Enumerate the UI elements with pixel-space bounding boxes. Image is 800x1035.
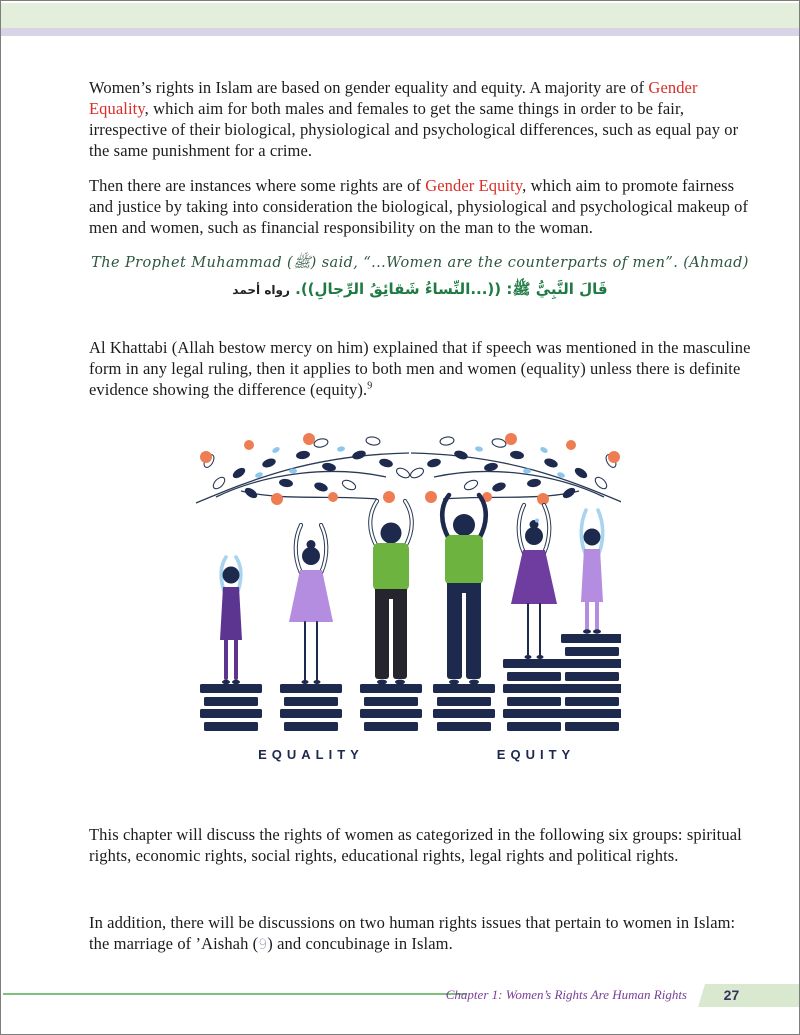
p2-pre: Then there are instances where some rights are of bbox=[89, 175, 426, 195]
paragraph-gender-equality bbox=[89, 77, 751, 161]
equality-crates bbox=[200, 684, 422, 731]
branch-left bbox=[196, 433, 411, 505]
equality-vs-equity-illustration bbox=[181, 425, 621, 770]
page-number-tab bbox=[698, 984, 800, 1007]
equity-group bbox=[433, 495, 621, 731]
paragraph-two-issues bbox=[89, 912, 751, 956]
p3-text: Al Khattabi (Allah bestow mercy on him) explained that if speech was mentioned in the masculine form in any legal ruling, then it applies to both men and women (equality) unless there is definite evidence showing the difference (equity). bbox=[89, 337, 751, 399]
footer-chapter-title: Chapter 1: Women’s Rights Are Human Rights bbox=[445, 987, 687, 1002]
equity-label: EQUITY bbox=[496, 747, 576, 762]
p2-highlight-gender-equity: Gender Equity bbox=[425, 175, 523, 195]
equity-man bbox=[442, 495, 486, 684]
honorific-symbol: 9 bbox=[258, 936, 268, 953]
hadith-english: The Prophet Muhammad (ﷺ) said, “...Women are the counterparts of men”. (Ahmad) bbox=[91, 255, 749, 271]
footnote-marker-9: 9 bbox=[367, 380, 373, 391]
page-number: 27 bbox=[723, 987, 740, 1003]
equity-child bbox=[581, 510, 603, 634]
equity-woman bbox=[511, 505, 557, 659]
equality-woman bbox=[289, 525, 333, 684]
p2-post: , which aim to promote fairness and justice by taking into consideration the biological, physiological and psychological makeup of men and women, such as financial responsibility on the man to the woman. bbox=[89, 175, 749, 237]
paragraph-six-groups: This chapter will discuss the rights of women as categorized in the following six groups: spiritual rights, economic rights, social rights, educational rights, legal rights and political rights. bbox=[89, 824, 742, 865]
equality-group bbox=[200, 501, 422, 731]
p5-pre: In addition, there will be discussions on two human rights issues that pertain to women in Islam: the marriage of ’Aishah ( bbox=[89, 912, 736, 953]
paragraph-al-khattabi bbox=[89, 337, 751, 400]
footer-rule bbox=[3, 993, 467, 995]
paragraph-gender-equity bbox=[89, 175, 751, 238]
p1-highlight-gender-equality: Gender Equality bbox=[89, 77, 698, 118]
branch-right bbox=[409, 433, 621, 505]
p1-pre: Women’s rights in Islam are based on gender equality and equity. A majority are of bbox=[89, 77, 649, 97]
p5-post: ) and concubinage in Islam. bbox=[267, 933, 453, 953]
hadith-arabic-text: قَالَ النَّبِيُّ ﷺ: ((...النِّساءُ شَقائِقُ الرِّجالِ)). bbox=[295, 280, 608, 298]
p1-post: , which aim for both males and females to get the same things in order to be fair, irrespective of their biological, physiological and psychological differences, such as equal pay or the same punishment for a crime. bbox=[89, 98, 739, 160]
hadith-arabic bbox=[89, 280, 751, 302]
hadith-arabic-source: رواه أحمد bbox=[232, 283, 290, 297]
header-band-green bbox=[1, 3, 799, 28]
equality-label: EQUALITY bbox=[258, 747, 364, 762]
equality-child bbox=[220, 557, 242, 684]
header-band-lavender bbox=[1, 28, 799, 36]
equality-man bbox=[370, 501, 412, 684]
